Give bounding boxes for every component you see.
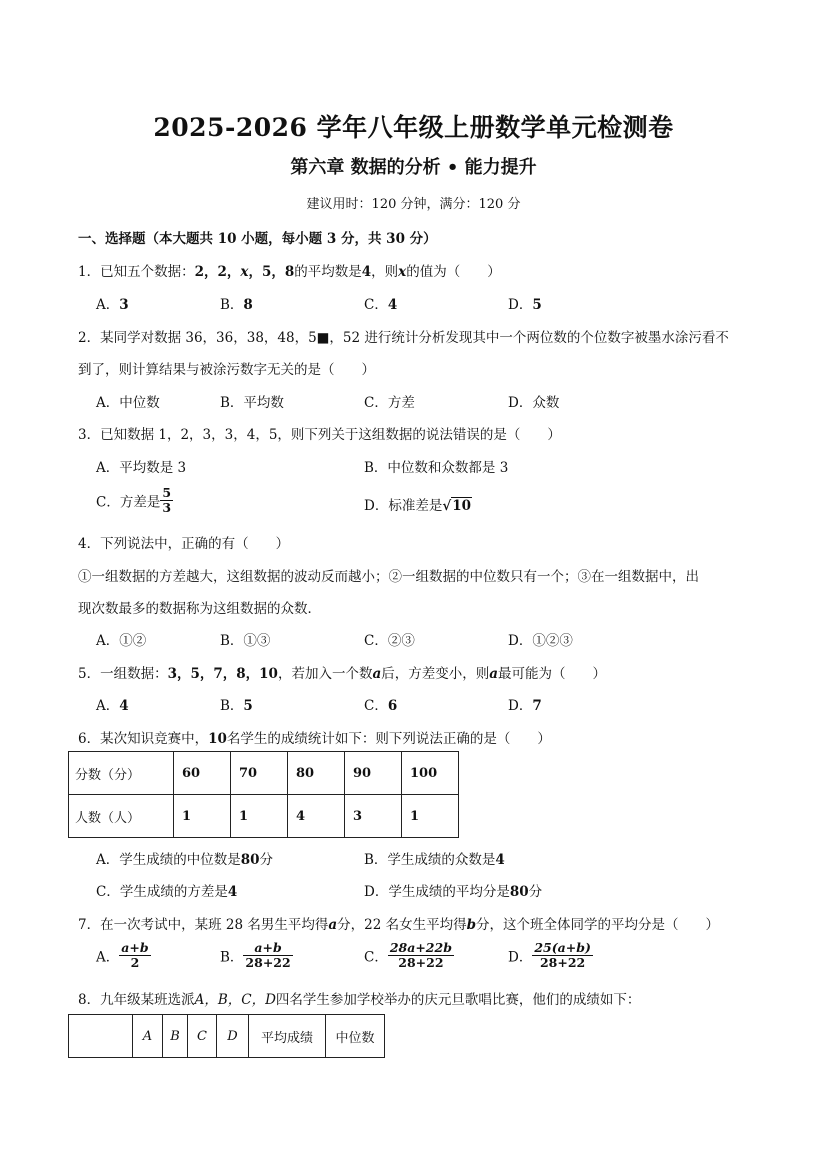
q1-var2: x <box>398 264 407 280</box>
q2-option-a[interactable]: A．中位数 <box>96 395 160 411</box>
q2-option-d[interactable]: D．众数 <box>508 395 560 411</box>
score-table <box>68 751 459 838</box>
table-row <box>69 795 459 838</box>
table-row-header: 人数（人） <box>69 795 174 838</box>
table-header-cell: 中位数 <box>326 1015 385 1058</box>
q7-option-b[interactable]: B． $\frac{a+b}{28+22}$ <box>220 940 291 970</box>
question-4-stem: 4．下列说法中，正确的有（ ） <box>78 536 290 552</box>
q5-option-d[interactable]: D．7 <box>508 698 542 714</box>
question-6-stem: 6．某次知识竞赛中，10名学生的成绩统计如下：则下列说法正确的是（ ） <box>78 731 551 747</box>
q6-option-b[interactable]: B．学生成绩的众数是4 <box>364 852 505 868</box>
q6-option-d[interactable]: D．学生成绩的平均分是80分 <box>364 884 543 900</box>
question-8-stem: 8．九年级某班选派A，B，C，D四名学生参加学校举办的庆元旦歌唱比赛，他们的成绩如下： <box>78 992 641 1008</box>
q1-option-a[interactable]: A．3 <box>96 297 129 313</box>
singing-score-table <box>68 1014 385 1058</box>
q6-option-a[interactable]: A．学生成绩的中位数是80分 <box>96 852 274 868</box>
question-4-statements-line1: ①一组数据的方差越大，这组数据的波动反而越小；②一组数据的中位数只有一个；③在一组数据中，出 <box>78 569 699 585</box>
question-2-line1: 2．某同学对数据 36，36，38，48，5■，52 进行统计分析发现其中一个两位数的个位数字被墨水涂污看不 <box>78 330 729 346</box>
exam-title: 2025-2026 学年八年级上册数学单元检测卷 <box>153 113 674 142</box>
q1-avg: 4 <box>361 264 372 280</box>
q7-option-c[interactable]: C． $\frac{28a+22b}{28+22}$ <box>364 940 452 970</box>
q6-option-c[interactable]: C．学生成绩的方差是4 <box>96 884 238 900</box>
question-4-statements-line2: 现次数最多的数据称为这组数据的众数． <box>78 601 321 617</box>
table-cell: 70 <box>231 752 288 795</box>
q3-option-d[interactable]: D．标准差是√10 <box>364 498 471 514</box>
q1-var: x <box>240 264 249 280</box>
q5-option-c[interactable]: C．6 <box>364 698 398 714</box>
table-row-header: 分数（分） <box>69 752 174 795</box>
q1-option-c[interactable]: C．4 <box>364 297 398 313</box>
chapter-subtitle: 第六章 数据的分析 • 能力提升 <box>290 157 537 178</box>
q4-option-d[interactable]: D．①②③ <box>508 633 573 649</box>
table-cell: 1 <box>231 795 288 838</box>
table-cell: 90 <box>345 752 402 795</box>
q4-option-a[interactable]: A．①② <box>96 633 147 649</box>
table-cell: 1 <box>174 795 231 838</box>
table-cell: 3 <box>345 795 402 838</box>
q1-option-d[interactable]: D．5 <box>508 297 542 313</box>
q3-option-c[interactable]: C．方差是 $\frac{5}{3}$ <box>96 485 172 515</box>
table-cell: 80 <box>288 752 345 795</box>
q2-option-c[interactable]: C．方差 <box>364 395 415 411</box>
q1-option-b[interactable]: B．8 <box>220 297 253 313</box>
q2-option-b[interactable]: B．平均数 <box>220 395 284 411</box>
q1-text-d: 的值为（ ） <box>406 264 501 280</box>
q1-data2: ，5，8 <box>248 264 295 280</box>
question-5-stem: 5．一组数据：3，5，7，8，10，若加入一个数a后，方差变小，则a最可能为（ ） <box>78 666 606 682</box>
q3-option-b[interactable]: B．中位数和众数都是 3 <box>364 460 509 476</box>
q1-text-a: 1．已知五个数据： <box>78 264 195 280</box>
question-7-stem: 7．在一次考试中，某班 28 名男生平均得a分，22 名女生平均得b分，这个班全体同学的平均分是（ ） <box>78 917 720 933</box>
question-2-line2: 到了，则计算结果与被涂污数字无关的是（ ） <box>78 362 375 378</box>
table-row <box>69 1015 385 1058</box>
time-score-note: 建议用时：120 分钟，满分：120 分 <box>306 197 521 212</box>
q1-text-b: 的平均数是 <box>294 264 362 280</box>
q5-option-a[interactable]: A．4 <box>96 698 129 714</box>
table-row <box>69 752 459 795</box>
q4-option-c[interactable]: C．②③ <box>364 633 415 649</box>
table-cell: 1 <box>402 795 459 838</box>
q4-option-b[interactable]: B．①③ <box>220 633 271 649</box>
table-header-cell: 平均成绩 <box>249 1015 326 1058</box>
table-header-cell: D <box>217 1015 249 1058</box>
q1-data: 2，2， <box>194 264 241 280</box>
table-header-cell: C <box>188 1015 217 1058</box>
q7-option-a[interactable]: A． $\frac{a+b}{2}$ <box>96 940 149 970</box>
table-cell: 100 <box>402 752 459 795</box>
q7-option-d[interactable]: D． $\frac{25(a+b)}{28+22}$ <box>508 940 591 970</box>
table-header-cell: A <box>133 1015 163 1058</box>
table-header-cell <box>69 1015 133 1058</box>
question-3-stem: 3．已知数据 1，2，3，3，4，5，则下列关于这组数据的说法错误的是（ ） <box>78 427 561 443</box>
q1-text-c: ，则 <box>371 264 399 280</box>
q5-option-b[interactable]: B．5 <box>220 698 253 714</box>
table-cell: 60 <box>174 752 231 795</box>
table-cell: 4 <box>288 795 345 838</box>
table-header-cell: B <box>163 1015 188 1058</box>
question-1-stem <box>78 260 501 280</box>
section-heading: 一、选择题（本大题共 10 小题，每小题 3 分，共 30 分） <box>78 231 437 247</box>
q3-option-a[interactable]: A．平均数是 3 <box>96 460 187 476</box>
